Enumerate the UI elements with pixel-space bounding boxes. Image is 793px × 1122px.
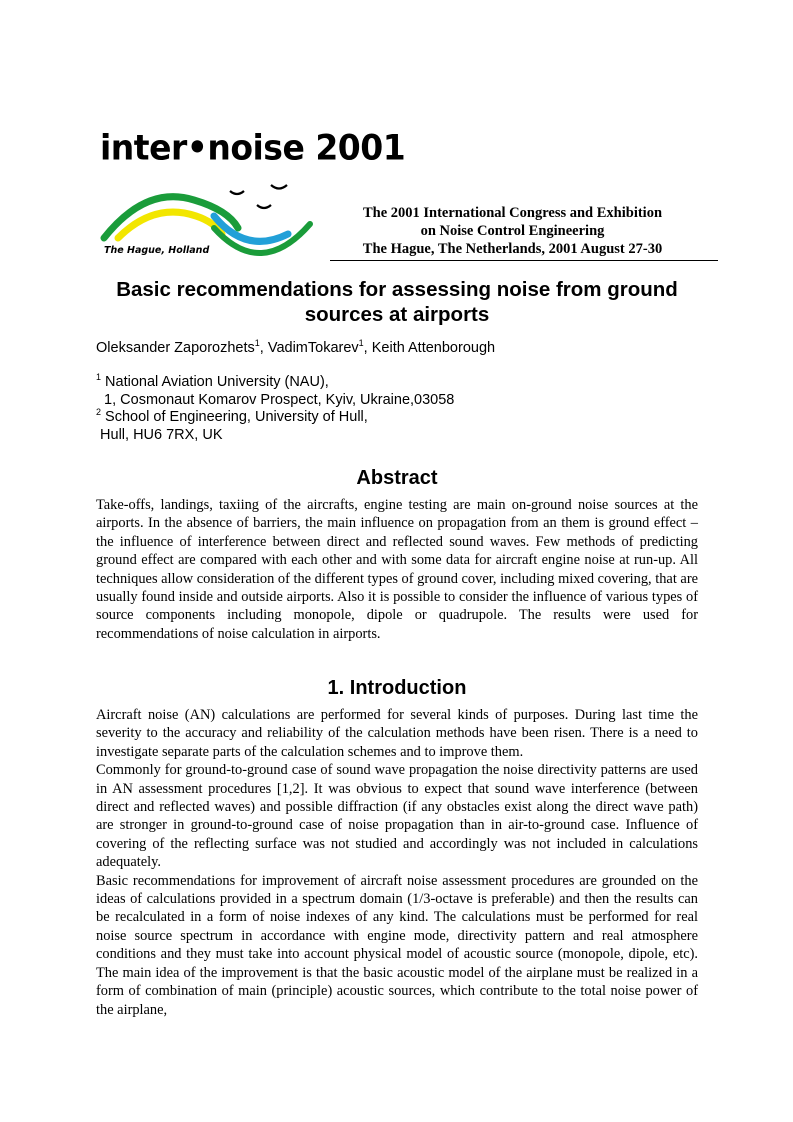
logo-caption: The Hague, Holland xyxy=(104,245,210,256)
introduction-paragraph: Basic recommendations for improvement of aircraft noise assessment procedures are grounded on the ideas of calculations provided in a spectrum domain (1/3-octave is preferable) and then the results can be recalculated in a form of noise indexes of any kind. The calculations must be performed for real noise source spectrum in accordance with engine mode, directivity pattern and real atmosphere conditions and they must take into account physical model of acoustic source (monopole, dipole, etc). The main idea of the improvement is that the basic acoustic model of the airplane must be realized in a form of combination of main (principle) acoustic sources, which contribute to the total noise power of the airplane, xyxy=(96,872,698,1018)
congress-header xyxy=(330,204,695,258)
conference-logo-wordmark: inter•noise 2001 xyxy=(100,127,406,168)
logo-smile-1 xyxy=(230,191,244,194)
affiliation-mark: 1 xyxy=(96,372,102,383)
affiliation-address: 1, Cosmonaut Komarov Prospect, Kyiv, Ukraine,03058 xyxy=(96,391,455,408)
affiliation-line: School of Engineering, University of Hull, xyxy=(101,409,368,425)
congress-line-3: The Hague, The Netherlands, 2001 August 27-30 xyxy=(362,241,663,257)
introduction-heading: 1. Introduction xyxy=(327,677,467,699)
abstract-body xyxy=(96,496,698,643)
affiliation-mark: 2 xyxy=(96,407,102,418)
abstract-paragraph: Take-offs, landings, taxiing of the aircrafts, engine testing are main on-ground noise sources at the airports. In the absence of barriers, the main influence on propagation from an them is ground effect – the influence of interference between direct and reflected sound waves. Few methods of predicting ground effect are compared with each other and with some data for aircraft engine noise at run-up. All techniques allow consideration of the different types of ground cover, including mixed covering, that are usually found inside and outside airports. Also it is possible to consider the influence of various types of source components including monopole, dipole or quadrupole. The results were used for recommendations of noise calculation in airports. xyxy=(96,497,698,642)
affiliations xyxy=(96,374,454,444)
header-divider xyxy=(330,260,718,261)
congress-line-1: The 2001 International Congress and Exhibition xyxy=(362,205,663,221)
author-name: Keith Attenborough xyxy=(371,340,496,356)
logo-smile-2 xyxy=(271,185,287,189)
author-separator: , xyxy=(259,340,268,356)
abstract-heading: Abstract xyxy=(356,467,438,489)
affiliation-address: Hull, HU6 7RX, UK xyxy=(96,426,223,443)
affiliation-2 xyxy=(96,409,454,427)
introduction-paragraph: Commonly for ground-to-ground case of sound wave propagation the noise directivity patterns are used in AN assessment procedures [1,2]. It was obvious to expect that sound wave interference (between direct and reflected waves) and possible diffraction (if any obstacles exist along the direct wave path) are stronger in ground-to-ground case of noise propagation than in air-to-ground case. Influence of covering of the reflecting surface was not studied and accordingly was not included in calculations adequately. xyxy=(96,762,698,871)
logo-yellow-wave xyxy=(118,212,222,238)
congress-line-2: on Noise Control Engineering xyxy=(420,223,605,239)
author-name: Oleksander Zaporozhets xyxy=(96,340,255,356)
author-list xyxy=(96,340,495,356)
affiliation-1 xyxy=(96,374,454,392)
conference-logo-graphic xyxy=(96,130,322,260)
author-affiliation-mark: 1 xyxy=(358,338,364,349)
author-affiliation-mark: 1 xyxy=(254,338,260,349)
affiliation-line: National Aviation University (NAU), xyxy=(101,374,329,390)
author-separator: , xyxy=(363,340,372,356)
introduction-paragraph: Aircraft noise (AN) calculations are performed for several kinds of purposes. During last time the severity to the accuracy and reliability of the calculation methods have been risen. There is a need to investigate separate parts of the calculation schemes and to improve them. xyxy=(96,707,698,760)
paper-title: Basic recommendations for assessing noise from ground sources at airports xyxy=(116,278,678,326)
introduction-body xyxy=(96,706,698,1019)
author-name: VadimTokarev xyxy=(267,340,359,356)
logo-smile-3 xyxy=(257,205,271,208)
